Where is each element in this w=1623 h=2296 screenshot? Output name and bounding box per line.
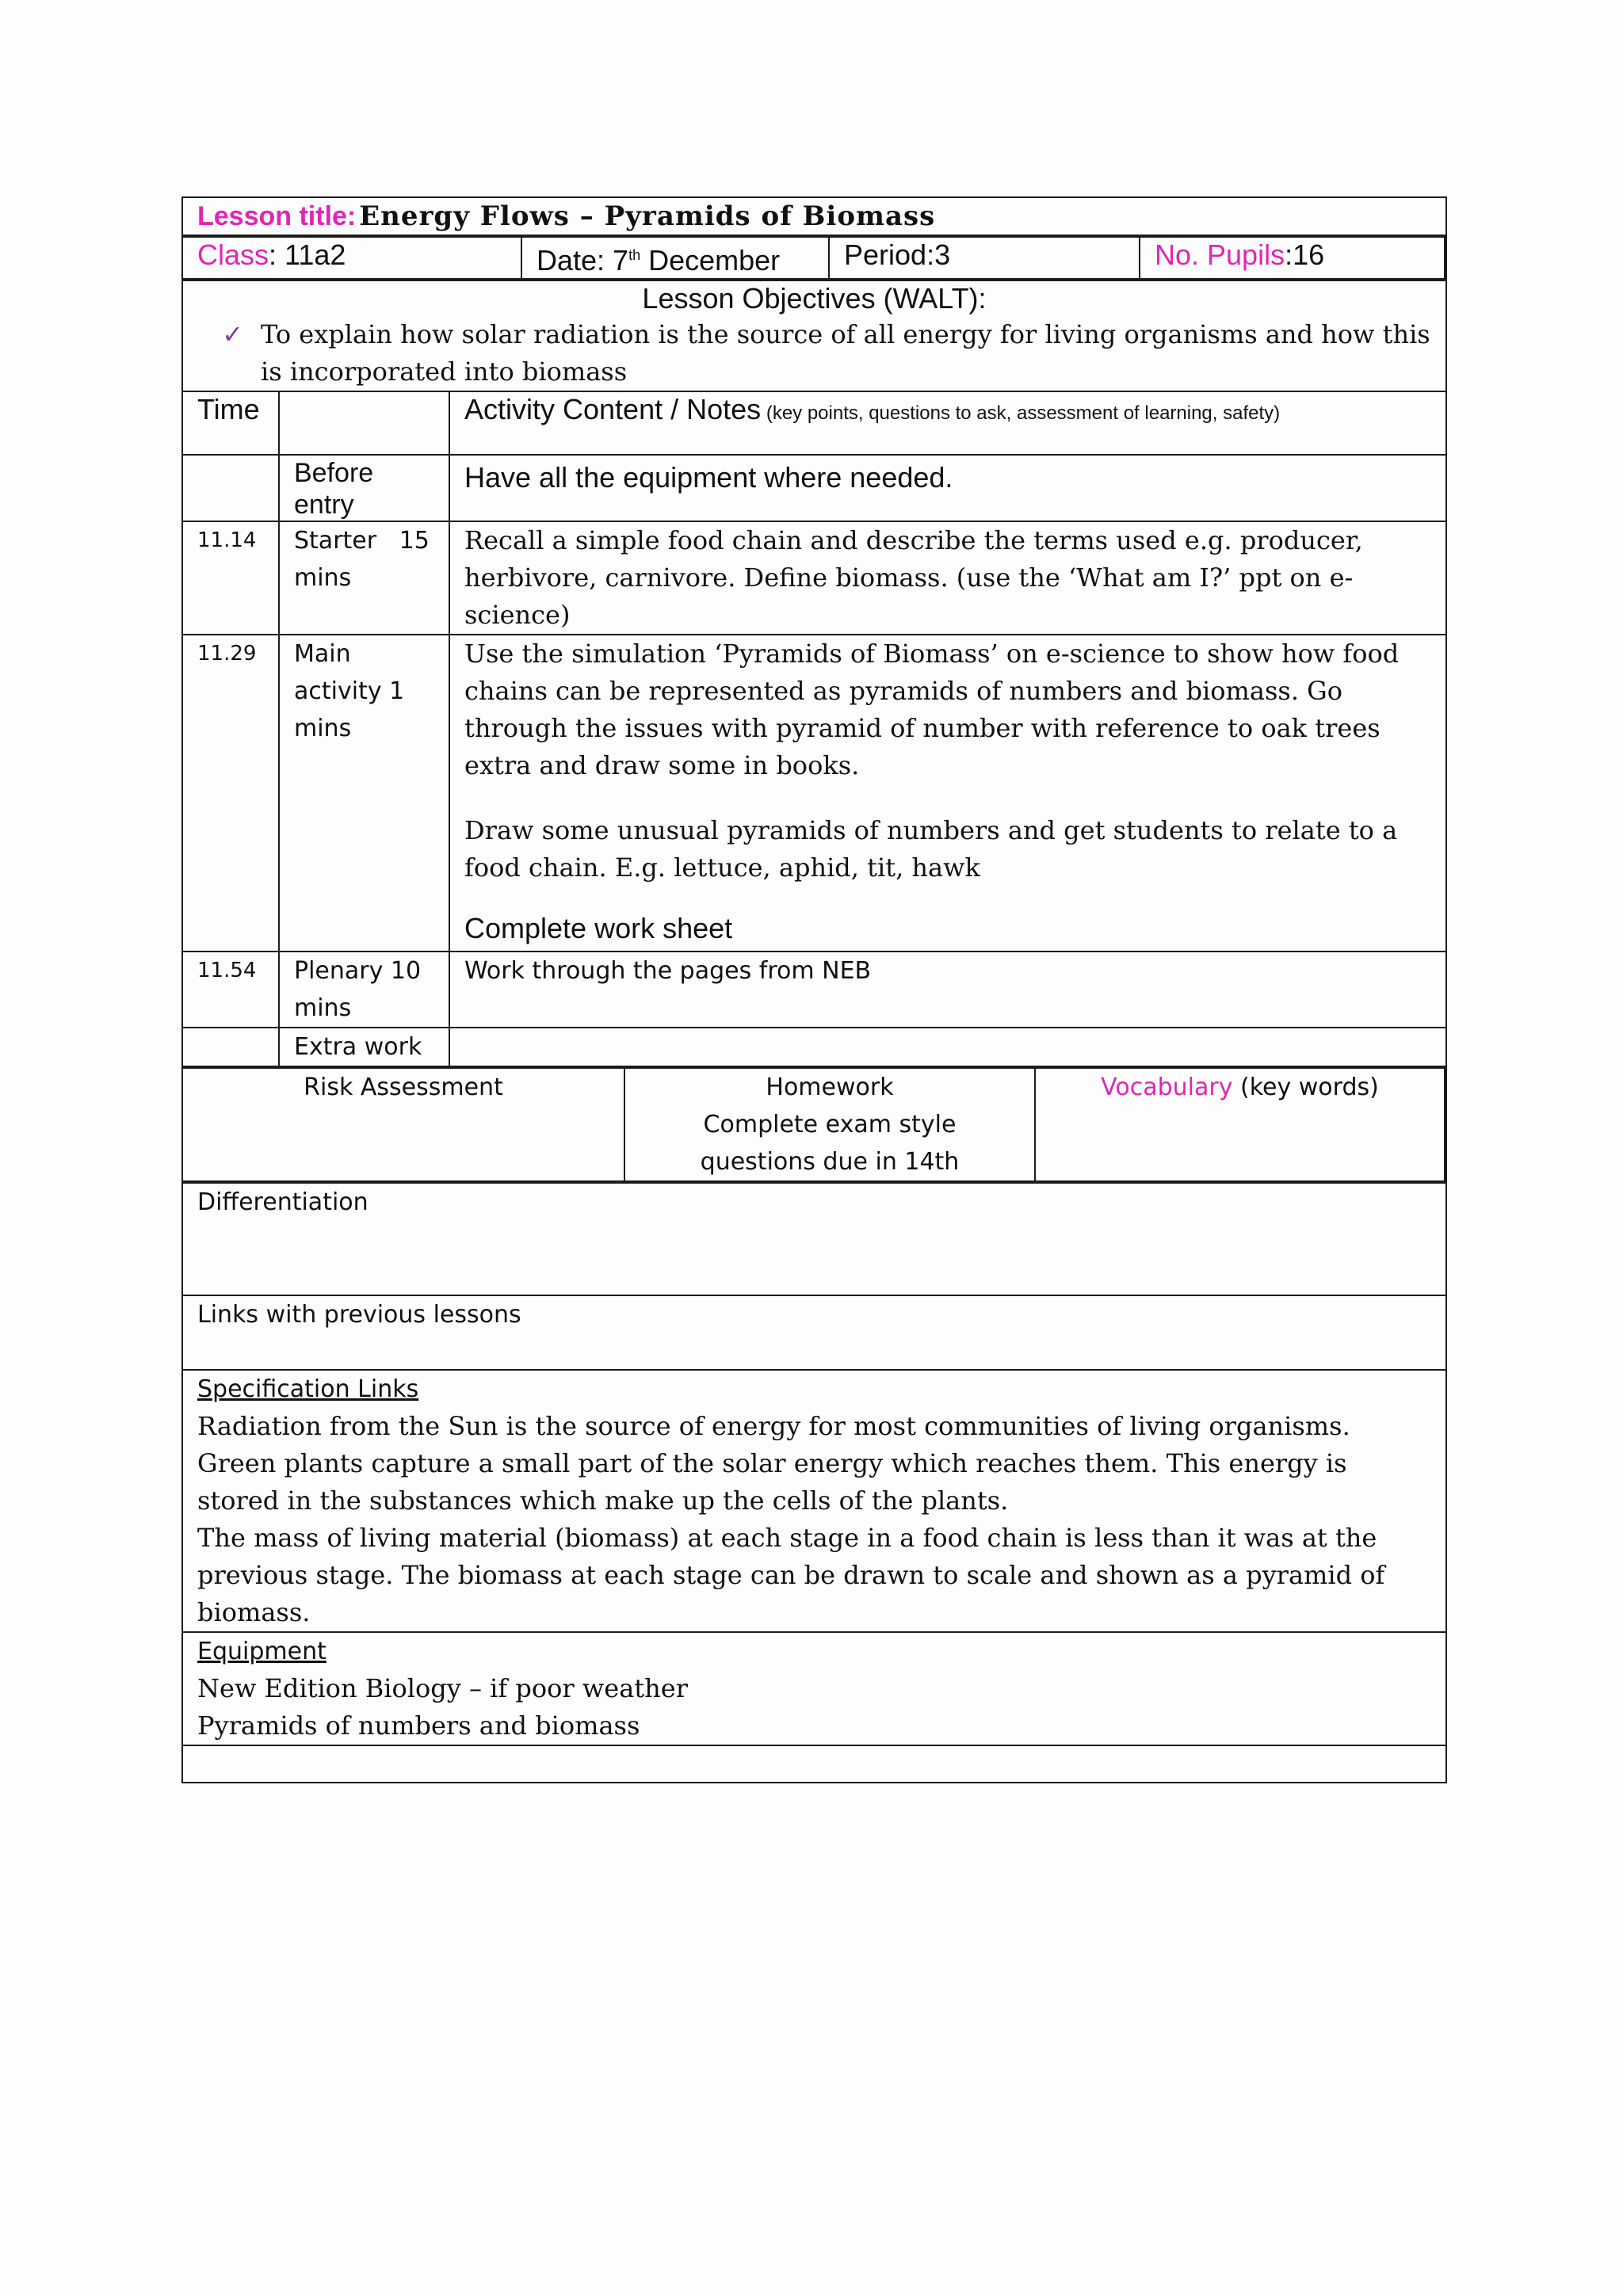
stage-cell: Extra work [279, 1028, 449, 1066]
activity-paragraph: Complete work sheet [464, 912, 733, 944]
date-cell [521, 237, 829, 279]
homework-text: Complete exam style questions due in 14th [700, 1111, 960, 1176]
date-prefix: Date: 7 [537, 244, 629, 277]
equipment-item: New Edition Biology – if poor weather [197, 1673, 688, 1703]
specification-paragraph: Radiation from the Sun is the source of energy for most communities of living organisms. Green plants capture a small part of the solar energy which reaches them. This energy is stored in the substances which make up the cells of the plants. [197, 1411, 1350, 1516]
info-row [182, 235, 1446, 280]
activity-header: Activity Content / Notes [464, 393, 762, 425]
stage-cell: Main activity 1 mins [279, 635, 449, 952]
time-cell: 11.14 [182, 521, 279, 635]
lesson-plan-table [181, 196, 1447, 1783]
class-value: : 11a2 [269, 238, 346, 271]
activity-header-cell [449, 391, 1446, 455]
time-cell [182, 455, 279, 521]
objectives-heading: Lesson Objectives (WALT): [642, 282, 987, 315]
activity-paragraph: Draw some unusual pyramids of numbers and get students to relate to a food chain. E.g. lettuce, aphid, tit, hawk [464, 815, 1398, 883]
vocabulary-label: Vocabulary [1101, 1074, 1233, 1101]
lesson-title-cell [182, 197, 1446, 235]
time-cell [182, 1028, 279, 1066]
time-header: Time [182, 391, 279, 455]
assessment-row [182, 1066, 1446, 1183]
specification-paragraph: The mass of living material (biomass) at each stage in a food chain is less than it was at the previous stage. The biomass at each stage can be drawn to scale and shown as a pyramid of biomass. [197, 1523, 1385, 1627]
objective-item: To explain how solar radiation is the source of all energy for living organisms and how this is incorporated into biomass [261, 319, 1430, 387]
specification-cell [182, 1370, 1446, 1632]
homework-title: Homework [766, 1074, 894, 1101]
activity-cell: Have all the equipment where needed. [449, 455, 1446, 521]
date-suffix: December [640, 244, 781, 277]
empty-row [182, 1745, 1446, 1783]
time-cell: 11.29 [182, 635, 279, 952]
pupils-value: :16 [1285, 238, 1325, 271]
differentiation-cell: Differentiation [182, 1183, 1446, 1295]
pupils-cell [1140, 237, 1445, 279]
stage-header-empty [279, 391, 449, 455]
pupils-label: No. Pupils [1155, 238, 1285, 271]
date-sup: th [628, 247, 641, 263]
risk-assessment-cell: Risk Assessment [183, 1068, 624, 1181]
equipment-item: Pyramids of numbers and biomass [197, 1711, 640, 1741]
checkmark-icon: ✓ [222, 319, 243, 349]
activity-paragraph: Use the simulation ‘Pyramids of Biomass’ on e-science to show how food chains can be represented as pyramids of numbers and biomass. Go through the issues with pyramid of number with reference to oak trees extra and draw some in books. [464, 639, 1400, 780]
stage-cell: Plenary 10 mins [279, 952, 449, 1028]
objectives-cell [182, 280, 1446, 391]
period-cell: Period:3 [829, 237, 1140, 279]
specification-heading: Specification Links [197, 1375, 419, 1403]
equipment-cell [182, 1632, 1446, 1745]
activity-cell [449, 635, 1446, 952]
activity-header-note: (key points, questions to ask, assessment of learning, safety) [761, 402, 1281, 424]
links-cell: Links with previous lessons [182, 1295, 1446, 1370]
vocabulary-cell [1035, 1068, 1445, 1181]
stage-cell: Before entry [279, 455, 449, 521]
class-cell [183, 237, 521, 279]
lesson-title: Energy Flows – Pyramids of Biomass [359, 200, 936, 232]
activity-cell: Recall a simple food chain and describe the terms used e.g. producer, herbivore, carnivore. Define biomass. (use the ‘What am I?’ ppt on e-science) [449, 521, 1446, 635]
vocabulary-suffix: (key words) [1232, 1074, 1379, 1101]
equipment-heading: Equipment [197, 1638, 327, 1665]
activity-cell: Work through the pages from NEB [449, 952, 1446, 1028]
lesson-plan-document [181, 196, 1445, 1783]
homework-cell [624, 1068, 1035, 1181]
class-label: Class [197, 238, 269, 271]
stage-cell: Starter 15 mins [279, 521, 449, 635]
lesson-title-label: Lesson title: [197, 201, 357, 231]
time-cell: 11.54 [182, 952, 279, 1028]
activity-cell [449, 1028, 1446, 1066]
